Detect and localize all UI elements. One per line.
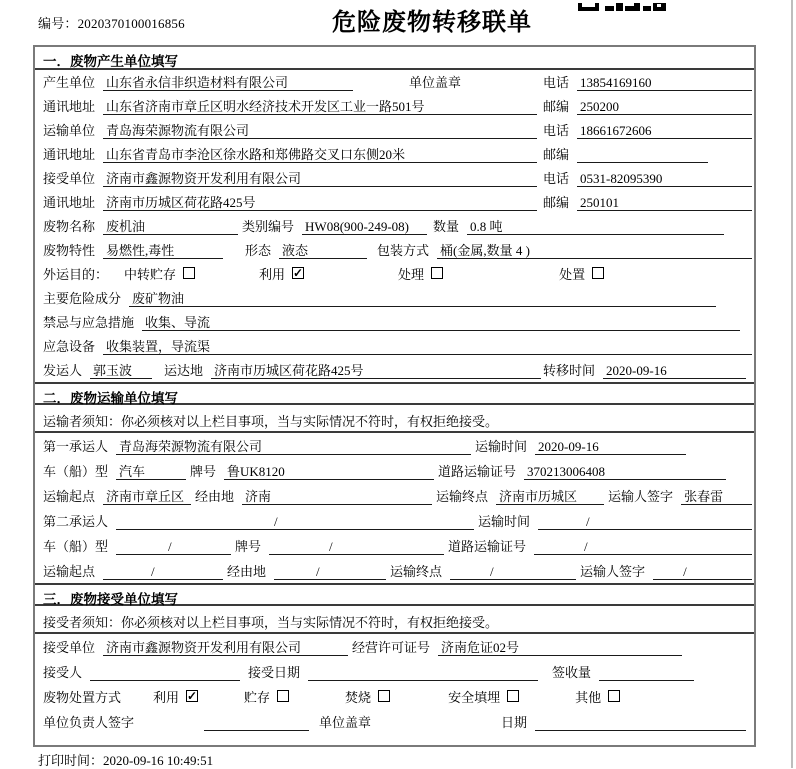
road-permit-value: 370213006408 bbox=[524, 464, 726, 480]
main-hazard-value: 废矿物油 bbox=[129, 291, 716, 307]
field-label: 运输单位 bbox=[43, 123, 96, 138]
carrier-sign-label: 运输人签字 bbox=[608, 489, 674, 504]
transfer-time-value: 2020-09-16 bbox=[603, 363, 746, 379]
responsible-sign-value bbox=[204, 715, 309, 731]
field-label: 废物名称 bbox=[43, 219, 96, 234]
transport-time-label: 运输时间 bbox=[475, 439, 528, 454]
row-transport-address bbox=[35, 142, 754, 166]
date-value bbox=[535, 715, 746, 731]
field-label: 通讯地址 bbox=[43, 99, 96, 114]
zip-label: 邮编 bbox=[543, 99, 570, 114]
field-label: 通讯地址 bbox=[43, 147, 96, 162]
transporter-notice: 运输者须知：你必须核对以上栏目事项，当与实际情况不符时，有权拒绝接受。 bbox=[35, 405, 754, 433]
checkbox-landfill bbox=[507, 690, 519, 702]
field-label: 废物特性 bbox=[43, 243, 96, 258]
transport-address-value: 山东省青岛市李沧区徐水路和郑佛路交叉口东侧20米 bbox=[103, 147, 537, 163]
qr-code-fragment bbox=[578, 0, 668, 16]
category-code-label: 类别编号 bbox=[242, 219, 295, 234]
route-end-label: 运输终点 bbox=[390, 564, 443, 579]
row-main-hazard bbox=[35, 286, 754, 310]
quantity-value: 0.8 吨 bbox=[467, 219, 724, 235]
field-label: 发运人 bbox=[43, 363, 83, 378]
accept-date-label: 接受日期 bbox=[248, 665, 301, 680]
serial-label: 编号： bbox=[38, 16, 78, 31]
field-label: 第二承运人 bbox=[43, 514, 109, 529]
emergency-measures-value: 收集、导流 bbox=[142, 315, 740, 331]
checkbox-utilize2: ✓ bbox=[187, 688, 198, 703]
checkbox-item-other: 其他 bbox=[575, 687, 620, 706]
field-label: 第一承运人 bbox=[43, 439, 109, 454]
first-carrier-value: 青岛海荣源物流有限公司 bbox=[116, 439, 471, 455]
field-label: 接受单位 bbox=[43, 640, 96, 655]
transport-time-label: 运输时间 bbox=[478, 514, 531, 529]
checkbox-treat bbox=[431, 267, 443, 279]
plate-label: 牌号 bbox=[190, 464, 217, 479]
via-label: 经由地 bbox=[227, 564, 267, 579]
producer-phone-value: 13854169160 bbox=[577, 75, 752, 91]
destination-value: 济南市历城区荷花路425号 bbox=[211, 363, 541, 379]
checkbox-other bbox=[608, 690, 620, 702]
section2-header: 二．废物运输单位填写 bbox=[35, 382, 754, 405]
carrier-sign-label: 运输人签字 bbox=[580, 564, 646, 579]
field-label: 运输起点 bbox=[43, 489, 96, 504]
checkbox-utilize: ✓ bbox=[293, 265, 304, 280]
row-first-carrier bbox=[35, 433, 754, 458]
vehicle-type2-value: / bbox=[116, 539, 231, 555]
row-responsible-sign bbox=[35, 709, 754, 734]
road-permit-label: 道路运输证号 bbox=[448, 539, 527, 554]
row-disposal-method bbox=[35, 684, 754, 709]
purpose-label: 外运目的： bbox=[43, 267, 109, 282]
row-accept-unit bbox=[35, 634, 754, 659]
carrier-sign-value: 张春雷 bbox=[681, 489, 752, 505]
transport-zip-value bbox=[577, 147, 708, 163]
row-accept-person bbox=[35, 659, 754, 684]
field-label: 主要危险成分 bbox=[43, 291, 122, 306]
receiver-zip-value: 250101 bbox=[577, 195, 752, 211]
field-label: 接受单位 bbox=[43, 171, 96, 186]
shipper-value: 郭玉波 bbox=[90, 363, 152, 379]
section3-header: 三．废物接受单位填写 bbox=[35, 583, 754, 606]
license-label: 经营许可证号 bbox=[352, 640, 431, 655]
transport-unit-value: 青岛海荣源物流有限公司 bbox=[103, 123, 537, 139]
producer-address-value: 山东省济南市章丘区明水经济技术开发区工业一路501号 bbox=[103, 99, 537, 115]
transport-time2-value: / bbox=[538, 514, 752, 530]
receiver-notice: 接受者须知：你必须核对以上栏目事项，当与实际情况不符时，有权拒绝接受。 bbox=[35, 606, 754, 634]
route-end2-value: / bbox=[450, 564, 576, 580]
waste-property-value: 易燃性,毒性 bbox=[103, 243, 223, 259]
receiver-address-value: 济南市历城区荷花路425号 bbox=[103, 195, 537, 211]
row-emergency-equipment bbox=[35, 334, 754, 358]
disposal-method-label: 废物处置方式 bbox=[43, 690, 122, 705]
route-end-label: 运输终点 bbox=[436, 489, 489, 504]
field-label: 禁忌与应急措施 bbox=[43, 315, 135, 330]
producer-zip-value: 250200 bbox=[577, 99, 752, 115]
vehicle-type-value: 汽车 bbox=[116, 464, 186, 480]
license-value: 济南危证02号 bbox=[438, 640, 682, 656]
section1-header: 一．废物产生单位填写 bbox=[35, 47, 754, 70]
waste-name-value: 废机油 bbox=[103, 219, 238, 235]
packing-label: 包装方式 bbox=[377, 243, 430, 258]
field-label: 车（船）型 bbox=[43, 539, 109, 554]
plate2-value: / bbox=[269, 539, 444, 555]
field-label: 车（船）型 bbox=[43, 464, 109, 479]
received-qty-value bbox=[599, 665, 694, 681]
accept-unit-value: 济南市鑫源物资开发利用有限公司 bbox=[103, 640, 348, 656]
phone-label: 电话 bbox=[543, 75, 570, 90]
phone-label: 电话 bbox=[543, 171, 570, 186]
print-time-value: 2020-09-16 10:49:51 bbox=[103, 753, 214, 768]
checkbox-incinerate bbox=[378, 690, 390, 702]
row-emergency-measures bbox=[35, 310, 754, 334]
plate-label: 牌号 bbox=[235, 539, 262, 554]
field-label: 通讯地址 bbox=[43, 195, 96, 210]
checkbox-item-treat: 处理 bbox=[398, 264, 443, 283]
field-label: 单位负责人签字 bbox=[43, 715, 135, 730]
row-receiver-address bbox=[35, 190, 754, 214]
row-second-carrier bbox=[35, 508, 754, 533]
transfer-time-label: 转移时间 bbox=[543, 363, 596, 378]
checkbox-item-transfer-storage: 中转贮存 bbox=[124, 264, 195, 283]
accept-date-value bbox=[308, 665, 538, 681]
row-shipper bbox=[35, 358, 754, 382]
plate-value: 鲁UK8120 bbox=[224, 464, 434, 480]
zip-label: 邮编 bbox=[543, 195, 570, 210]
receiver-phone-value: 0531-82095390 bbox=[577, 171, 752, 187]
accept-person-value bbox=[90, 665, 240, 681]
via2-value: / bbox=[274, 564, 386, 580]
road-permit-label: 道路运输证号 bbox=[438, 464, 517, 479]
received-qty-label: 签收量 bbox=[552, 665, 592, 680]
packing-value: 桶(金属,数量 4 ) bbox=[437, 243, 752, 259]
unit-seal-label: 单位盖章 bbox=[409, 75, 462, 90]
row-route-2 bbox=[35, 558, 754, 583]
route-end-value: 济南市历城区 bbox=[496, 489, 604, 505]
row-route-1 bbox=[35, 483, 754, 508]
page-title: 危险废物转移联单 bbox=[332, 10, 532, 36]
row-waste-name bbox=[35, 214, 754, 238]
zip-label: 邮编 bbox=[543, 147, 570, 162]
via-value: 济南 bbox=[242, 489, 432, 505]
route-start-value: 济南市章丘区 bbox=[103, 489, 191, 505]
checkbox-item-dispose: 处置 bbox=[559, 264, 604, 283]
row-transport-unit bbox=[35, 118, 754, 142]
via-label: 经由地 bbox=[195, 489, 235, 504]
checkbox-item-utilize: 利用 ✓ bbox=[259, 265, 304, 282]
page-edge-line bbox=[791, 0, 793, 768]
destination-label: 运达地 bbox=[164, 363, 204, 378]
phone-label: 电话 bbox=[543, 123, 570, 138]
checkbox-transfer-storage bbox=[183, 267, 195, 279]
transport-phone-value: 18661672606 bbox=[577, 123, 752, 139]
serial-number: 2020370100016856 bbox=[77, 16, 185, 31]
producer-unit-value: 山东省永信非织造材料有限公司 bbox=[103, 75, 353, 91]
row-vehicle-type-2 bbox=[35, 533, 754, 558]
transport-time-value: 2020-09-16 bbox=[535, 439, 686, 455]
form-state-value: 液态 bbox=[279, 243, 367, 259]
checkbox-item-storage: 贮存 bbox=[244, 687, 289, 706]
field-label: 运输起点 bbox=[43, 564, 96, 579]
checkbox-item-landfill: 安全填埋 bbox=[448, 687, 519, 706]
checkbox-item-utilize2: 利用 ✓ bbox=[153, 688, 198, 705]
unit-seal-label: 单位盖章 bbox=[319, 715, 372, 730]
document-header bbox=[0, 0, 796, 45]
road-permit2-value: / bbox=[534, 539, 752, 555]
receiver-unit-value: 济南市鑫源物资开发利用有限公司 bbox=[103, 171, 537, 187]
manifest-form bbox=[33, 45, 756, 747]
route-start2-value: / bbox=[103, 564, 223, 580]
field-label: 接受人 bbox=[43, 665, 83, 680]
print-time-line bbox=[38, 750, 213, 769]
checkbox-dispose bbox=[592, 267, 604, 279]
second-carrier-value: / bbox=[116, 514, 474, 530]
category-code-value: HW08(900-249-08) bbox=[302, 219, 427, 235]
form-state-label: 形态 bbox=[245, 243, 272, 258]
quantity-label: 数量 bbox=[433, 219, 460, 234]
emergency-equipment-value: 收集装置，导流渠 bbox=[103, 339, 752, 355]
row-waste-property bbox=[35, 238, 754, 262]
date-label: 日期 bbox=[501, 715, 528, 730]
row-vehicle-type-1 bbox=[35, 458, 754, 483]
print-time-label: 打印时间： bbox=[38, 753, 104, 768]
checkbox-item-incinerate: 焚烧 bbox=[345, 687, 390, 706]
field-label: 应急设备 bbox=[43, 339, 96, 354]
row-producer-address bbox=[35, 94, 754, 118]
carrier-sign2-value: / bbox=[653, 564, 752, 580]
field-label: 产生单位 bbox=[43, 75, 96, 90]
serial-number-line bbox=[38, 13, 185, 32]
row-producer-unit bbox=[35, 70, 754, 94]
checkbox-storage bbox=[277, 690, 289, 702]
row-outbound-purpose bbox=[35, 262, 754, 286]
row-receiver-unit bbox=[35, 166, 754, 190]
